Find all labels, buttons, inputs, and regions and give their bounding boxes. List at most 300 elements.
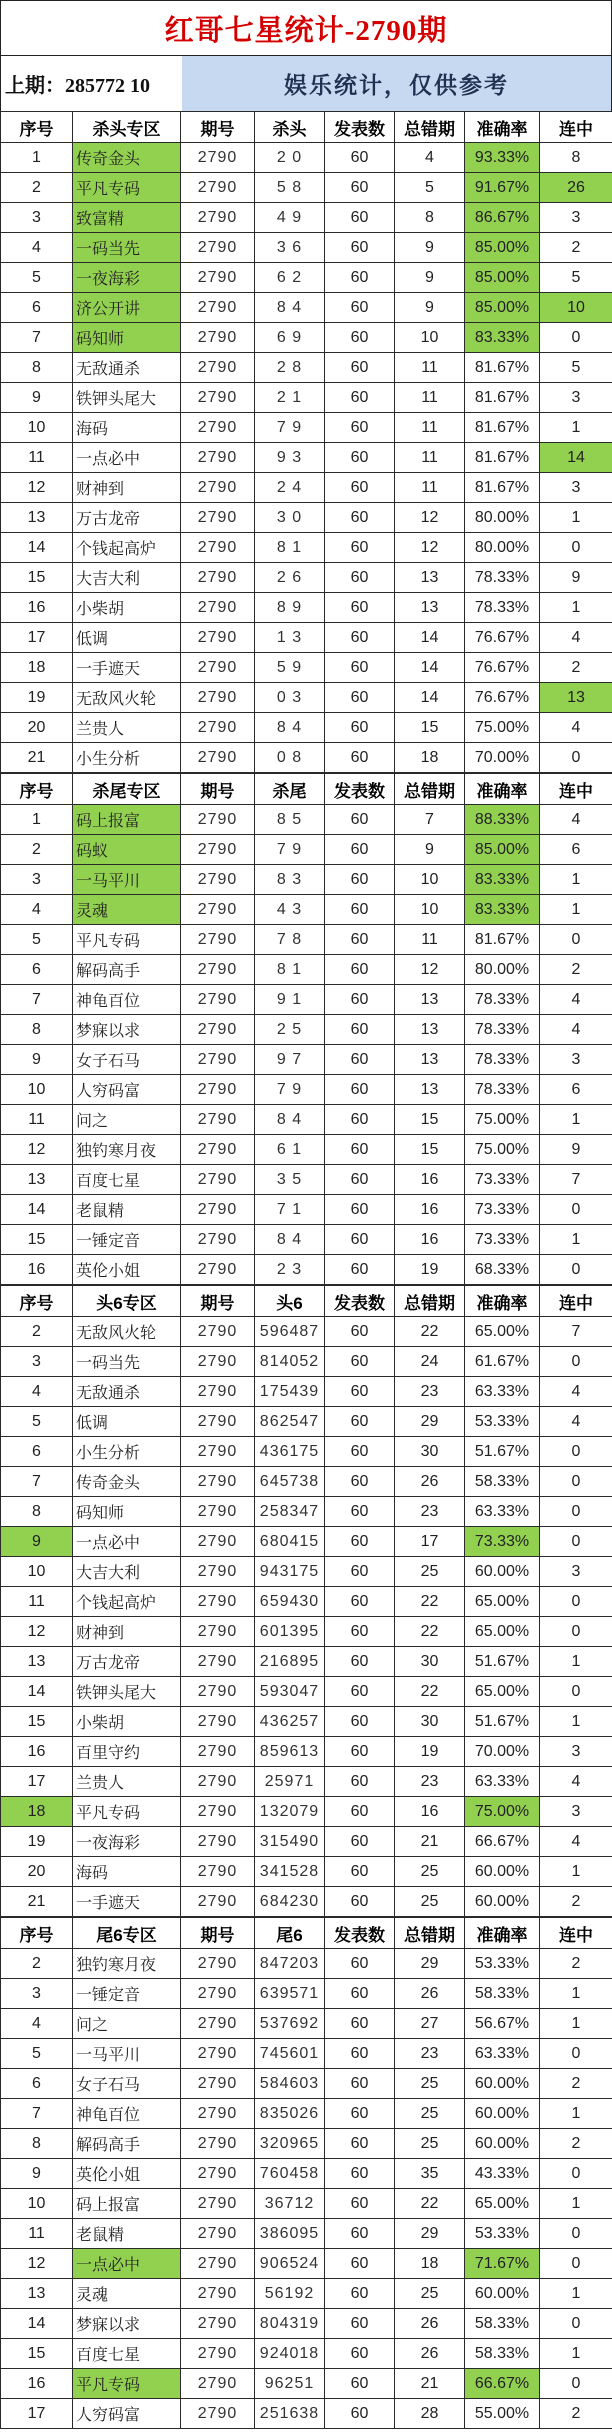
accuracy: 91.67%: [465, 173, 540, 203]
total-errors: 22: [395, 1587, 465, 1617]
published-count: 60: [325, 2279, 395, 2309]
streak: 1: [540, 2279, 612, 2309]
zone-name: 老鼠精: [73, 2219, 181, 2249]
period: 2790: [181, 203, 255, 233]
published-count: 60: [325, 1677, 395, 1707]
total-errors: 26: [395, 2339, 465, 2369]
table-row: [1, 1617, 612, 1647]
accuracy: 93.33%: [465, 143, 540, 173]
table-row: [1, 895, 612, 925]
row-index: 9: [1, 1045, 73, 1075]
accuracy: 78.33%: [465, 985, 540, 1015]
total-errors: 10: [395, 865, 465, 895]
period: 2790: [181, 1255, 255, 1285]
period: 2790: [181, 2339, 255, 2369]
value: 9 7: [255, 1045, 325, 1075]
total-errors: 24: [395, 1347, 465, 1377]
zone-name: 兰贵人: [73, 713, 181, 743]
streak: 4: [540, 1407, 612, 1437]
streak: 0: [540, 2039, 612, 2069]
total-errors: 11: [395, 443, 465, 473]
total-errors: 26: [395, 1467, 465, 1497]
row-index: 10: [1, 413, 73, 443]
total-errors: 17: [395, 1527, 465, 1557]
published-count: 60: [325, 323, 395, 353]
table-row: [1, 1075, 612, 1105]
table-row: [1, 533, 612, 563]
total-errors: 9: [395, 835, 465, 865]
value: 943175: [255, 1557, 325, 1587]
col-header-total-errors: 总错期: [395, 1918, 465, 1949]
streak: 26: [540, 173, 612, 203]
accuracy: 60.00%: [465, 2129, 540, 2159]
table-row: [1, 1557, 612, 1587]
zone-name: 灵魂: [73, 2279, 181, 2309]
zone-name: 一夜海彩: [73, 263, 181, 293]
accuracy: 53.33%: [465, 1949, 540, 1979]
zone-name: 低调: [73, 623, 181, 653]
table-row: [1, 805, 612, 835]
zone-name: 个钱起高炉: [73, 1587, 181, 1617]
period: 2790: [181, 323, 255, 353]
col-header-published-count: 发表数: [325, 1286, 395, 1317]
streak: 5: [540, 263, 612, 293]
accuracy: 85.00%: [465, 233, 540, 263]
accuracy: 85.00%: [465, 293, 540, 323]
total-errors: 7: [395, 805, 465, 835]
period: 2790: [181, 805, 255, 835]
total-errors: 26: [395, 2309, 465, 2339]
value: 835026: [255, 2099, 325, 2129]
streak: 6: [540, 1075, 612, 1105]
value: 2 1: [255, 383, 325, 413]
period: 2790: [181, 1707, 255, 1737]
stats-table-1: [0, 111, 612, 773]
row-index: 3: [1, 865, 73, 895]
streak: 4: [540, 1767, 612, 1797]
streak: 3: [540, 383, 612, 413]
accuracy: 75.00%: [465, 1105, 540, 1135]
published-count: 60: [325, 1225, 395, 1255]
row-index: 16: [1, 1255, 73, 1285]
col-header-zone-name: 头6专区: [73, 1286, 181, 1317]
col-header-accuracy: 准确率: [465, 1918, 540, 1949]
table-row: [1, 2249, 612, 2279]
value: 680415: [255, 1527, 325, 1557]
zone-name: 海码: [73, 413, 181, 443]
row-index: 9: [1, 2159, 73, 2189]
row-index: 5: [1, 263, 73, 293]
table-row: [1, 2219, 612, 2249]
streak: 7: [540, 1165, 612, 1195]
published-count: 60: [325, 1497, 395, 1527]
col-header-value: 尾6: [255, 1918, 325, 1949]
period: 2790: [181, 955, 255, 985]
row-index: 14: [1, 1677, 73, 1707]
accuracy: 88.33%: [465, 805, 540, 835]
row-index: 4: [1, 895, 73, 925]
streak: 4: [540, 713, 612, 743]
period: 2790: [181, 1377, 255, 1407]
accuracy: 61.67%: [465, 1347, 540, 1377]
total-errors: 25: [395, 2069, 465, 2099]
published-count: 60: [325, 1707, 395, 1737]
accuracy: 70.00%: [465, 1737, 540, 1767]
streak: 0: [540, 1347, 612, 1377]
row-index: 17: [1, 1767, 73, 1797]
period: 2790: [181, 1165, 255, 1195]
value: 645738: [255, 1467, 325, 1497]
streak: 1: [540, 1647, 612, 1677]
total-errors: 13: [395, 563, 465, 593]
total-errors: 11: [395, 383, 465, 413]
row-index: 21: [1, 743, 73, 773]
streak: 4: [540, 1377, 612, 1407]
streak: 0: [540, 1255, 612, 1285]
total-errors: 25: [395, 1857, 465, 1887]
row-index: 6: [1, 955, 73, 985]
published-count: 60: [325, 383, 395, 413]
stats-table-3: [0, 1285, 612, 1917]
total-errors: 29: [395, 2219, 465, 2249]
zone-name: 平凡专码: [73, 1797, 181, 1827]
table-row: [1, 1317, 612, 1347]
zone-name: 解码高手: [73, 955, 181, 985]
total-errors: 22: [395, 2189, 465, 2219]
streak: 1: [540, 2189, 612, 2219]
accuracy: 81.67%: [465, 383, 540, 413]
accuracy: 66.67%: [465, 2369, 540, 2399]
streak: 1: [540, 1105, 612, 1135]
col-header-accuracy: 准确率: [465, 112, 540, 143]
row-index: 1: [1, 805, 73, 835]
col-header-row-index: 序号: [1, 112, 73, 143]
streak: 0: [540, 1437, 612, 1467]
col-header-zone-name: 杀头专区: [73, 112, 181, 143]
zone-name: 人穷码富: [73, 2399, 181, 2429]
published-count: 60: [325, 1135, 395, 1165]
row-index: 2: [1, 173, 73, 203]
table-row: [1, 1527, 612, 1557]
zone-name: 问之: [73, 1105, 181, 1135]
value: 96251: [255, 2369, 325, 2399]
period: 2790: [181, 1827, 255, 1857]
header-row: [1, 1286, 612, 1317]
zone-name: 无敌通杀: [73, 353, 181, 383]
row-index: 15: [1, 563, 73, 593]
period: 2790: [181, 593, 255, 623]
period: 2790: [181, 2009, 255, 2039]
row-index: 18: [1, 1797, 73, 1827]
value: 2 5: [255, 1015, 325, 1045]
table-row: [1, 1647, 612, 1677]
row-index: 2: [1, 1317, 73, 1347]
table-row: [1, 1437, 612, 1467]
published-count: 60: [325, 503, 395, 533]
published-count: 60: [325, 1105, 395, 1135]
period: 2790: [181, 1105, 255, 1135]
accuracy: 66.67%: [465, 1827, 540, 1857]
zone-name: 一锤定音: [73, 1225, 181, 1255]
streak: 0: [540, 2159, 612, 2189]
row-index: 13: [1, 503, 73, 533]
period: 2790: [181, 1015, 255, 1045]
total-errors: 25: [395, 2129, 465, 2159]
published-count: 60: [325, 473, 395, 503]
value: 341528: [255, 1857, 325, 1887]
accuracy: 65.00%: [465, 2189, 540, 2219]
published-count: 60: [325, 1437, 395, 1467]
table-row: [1, 1135, 612, 1165]
period: 2790: [181, 353, 255, 383]
col-header-total-errors: 总错期: [395, 112, 465, 143]
accuracy: 81.67%: [465, 925, 540, 955]
zone-name: 独钓寒月夜: [73, 1949, 181, 1979]
published-count: 60: [325, 2249, 395, 2279]
total-errors: 21: [395, 2369, 465, 2399]
value: 1 3: [255, 623, 325, 653]
value: 132079: [255, 1797, 325, 1827]
zone-name: 一锤定音: [73, 1979, 181, 2009]
table-row: [1, 1827, 612, 1857]
row-index: 6: [1, 293, 73, 323]
row-index: 3: [1, 1347, 73, 1377]
published-count: 60: [325, 1075, 395, 1105]
total-errors: 16: [395, 1797, 465, 1827]
accuracy: 60.00%: [465, 1887, 540, 1917]
value: 3 5: [255, 1165, 325, 1195]
published-count: 60: [325, 1407, 395, 1437]
row-index: 9: [1, 383, 73, 413]
accuracy: 65.00%: [465, 1677, 540, 1707]
accuracy: 65.00%: [465, 1317, 540, 1347]
table-row: [1, 383, 612, 413]
streak: 3: [540, 1797, 612, 1827]
zone-name: 一夜海彩: [73, 1827, 181, 1857]
streak: 1: [540, 1857, 612, 1887]
value: 6 1: [255, 1135, 325, 1165]
table-row: [1, 1165, 612, 1195]
published-count: 60: [325, 1767, 395, 1797]
notice-banner: 娱乐统计，仅供参考: [182, 56, 611, 111]
total-errors: 22: [395, 1617, 465, 1647]
total-errors: 23: [395, 2039, 465, 2069]
table-row: [1, 2279, 612, 2309]
accuracy: 56.67%: [465, 2009, 540, 2039]
row-index: 16: [1, 2369, 73, 2399]
streak: 0: [540, 533, 612, 563]
total-errors: 13: [395, 1045, 465, 1075]
value: 3 6: [255, 233, 325, 263]
row-index: 6: [1, 1437, 73, 1467]
table-row: [1, 2129, 612, 2159]
period: 2790: [181, 713, 255, 743]
zone-name: 大吉大利: [73, 1557, 181, 1587]
period: 2790: [181, 2159, 255, 2189]
value: 8 4: [255, 1105, 325, 1135]
published-count: 60: [325, 683, 395, 713]
value: 8 5: [255, 805, 325, 835]
col-header-row-index: 序号: [1, 1918, 73, 1949]
zone-name: 一点必中: [73, 2249, 181, 2279]
period: 2790: [181, 2279, 255, 2309]
value: 7 8: [255, 925, 325, 955]
streak: 0: [540, 1527, 612, 1557]
streak: 3: [540, 473, 612, 503]
published-count: 60: [325, 895, 395, 925]
value: 7 9: [255, 413, 325, 443]
table-row: [1, 1467, 612, 1497]
value: 9 3: [255, 443, 325, 473]
period: 2790: [181, 293, 255, 323]
zone-name: 一马平川: [73, 2039, 181, 2069]
stats-table-2: [0, 773, 612, 1285]
col-header-row-index: 序号: [1, 1286, 73, 1317]
row-index: 4: [1, 233, 73, 263]
total-errors: 13: [395, 985, 465, 1015]
table-row: [1, 2009, 612, 2039]
zone-name: 老鼠精: [73, 1195, 181, 1225]
zone-name: 无敌风火轮: [73, 1317, 181, 1347]
table-row: [1, 1347, 612, 1377]
accuracy: 78.33%: [465, 593, 540, 623]
total-errors: 30: [395, 1707, 465, 1737]
value: 8 9: [255, 593, 325, 623]
streak: 1: [540, 2339, 612, 2369]
col-header-total-errors: 总错期: [395, 1286, 465, 1317]
row-index: 13: [1, 2279, 73, 2309]
value: 659430: [255, 1587, 325, 1617]
value: 216895: [255, 1647, 325, 1677]
total-errors: 10: [395, 323, 465, 353]
value: 745601: [255, 2039, 325, 2069]
published-count: 60: [325, 1255, 395, 1285]
value: 8 1: [255, 955, 325, 985]
accuracy: 80.00%: [465, 955, 540, 985]
accuracy: 60.00%: [465, 1557, 540, 1587]
period: 2790: [181, 173, 255, 203]
period: 2790: [181, 925, 255, 955]
accuracy: 58.33%: [465, 2339, 540, 2369]
table-row: [1, 233, 612, 263]
col-header-value: 头6: [255, 1286, 325, 1317]
zone-name: 人穷码富: [73, 1075, 181, 1105]
accuracy: 83.33%: [465, 323, 540, 353]
streak: 1: [540, 503, 612, 533]
zone-name: 一点必中: [73, 443, 181, 473]
table-row: [1, 2399, 612, 2429]
streak: 0: [540, 743, 612, 773]
total-errors: 25: [395, 1557, 465, 1587]
table-row: [1, 1195, 612, 1225]
published-count: 60: [325, 955, 395, 985]
row-index: 12: [1, 473, 73, 503]
period: 2790: [181, 1979, 255, 2009]
header-row: [1, 1918, 612, 1949]
table-row: [1, 473, 612, 503]
value: 258347: [255, 1497, 325, 1527]
published-count: 60: [325, 835, 395, 865]
row-index: 21: [1, 1887, 73, 1917]
value: 4 9: [255, 203, 325, 233]
table-row: [1, 1407, 612, 1437]
published-count: 60: [325, 713, 395, 743]
published-count: 60: [325, 2069, 395, 2099]
value: 760458: [255, 2159, 325, 2189]
accuracy: 75.00%: [465, 1797, 540, 1827]
period: 2790: [181, 383, 255, 413]
period: 2790: [181, 533, 255, 563]
value: 0 3: [255, 683, 325, 713]
zone-name: 无敌通杀: [73, 1377, 181, 1407]
period: 2790: [181, 2249, 255, 2279]
row-index: 11: [1, 1587, 73, 1617]
row-index: 5: [1, 1407, 73, 1437]
zone-name: 一手遮天: [73, 1887, 181, 1917]
col-header-zone-name: 杀尾专区: [73, 774, 181, 805]
streak: 0: [540, 1587, 612, 1617]
streak: 0: [540, 1195, 612, 1225]
zone-name: 小柴胡: [73, 593, 181, 623]
streak: 1: [540, 865, 612, 895]
streak: 4: [540, 1015, 612, 1045]
accuracy: 81.67%: [465, 443, 540, 473]
streak: 7: [540, 1317, 612, 1347]
period: 2790: [181, 2039, 255, 2069]
row-index: 2: [1, 1949, 73, 1979]
total-errors: 12: [395, 533, 465, 563]
streak: 3: [540, 203, 612, 233]
table-row: [1, 623, 612, 653]
accuracy: 53.33%: [465, 2219, 540, 2249]
total-errors: 28: [395, 2399, 465, 2429]
value: 639571: [255, 1979, 325, 2009]
zone-name: 铁钾头尾大: [73, 1677, 181, 1707]
accuracy: 85.00%: [465, 835, 540, 865]
table-row: [1, 173, 612, 203]
period: 2790: [181, 1949, 255, 1979]
period: 2790: [181, 1557, 255, 1587]
streak: 14: [540, 443, 612, 473]
streak: 4: [540, 805, 612, 835]
table-row: [1, 743, 612, 773]
zone-name: 女子石马: [73, 1045, 181, 1075]
accuracy: 68.33%: [465, 1255, 540, 1285]
published-count: 60: [325, 2369, 395, 2399]
zone-name: 一手遮天: [73, 653, 181, 683]
value: 436175: [255, 1437, 325, 1467]
table-row: [1, 1737, 612, 1767]
col-header-streak: 连中: [540, 1286, 612, 1317]
streak: 0: [540, 1617, 612, 1647]
accuracy: 75.00%: [465, 1135, 540, 1165]
value: 56192: [255, 2279, 325, 2309]
published-count: 60: [325, 2309, 395, 2339]
row-index: 15: [1, 1225, 73, 1255]
row-index: 4: [1, 2009, 73, 2039]
period: 2790: [181, 2399, 255, 2429]
published-count: 60: [325, 203, 395, 233]
accuracy: 83.33%: [465, 865, 540, 895]
value: 386095: [255, 2219, 325, 2249]
value: 684230: [255, 1887, 325, 1917]
accuracy: 43.33%: [465, 2159, 540, 2189]
accuracy: 70.00%: [465, 743, 540, 773]
table-row: [1, 353, 612, 383]
accuracy: 86.67%: [465, 203, 540, 233]
accuracy: 73.33%: [465, 1195, 540, 1225]
total-errors: 35: [395, 2159, 465, 2189]
